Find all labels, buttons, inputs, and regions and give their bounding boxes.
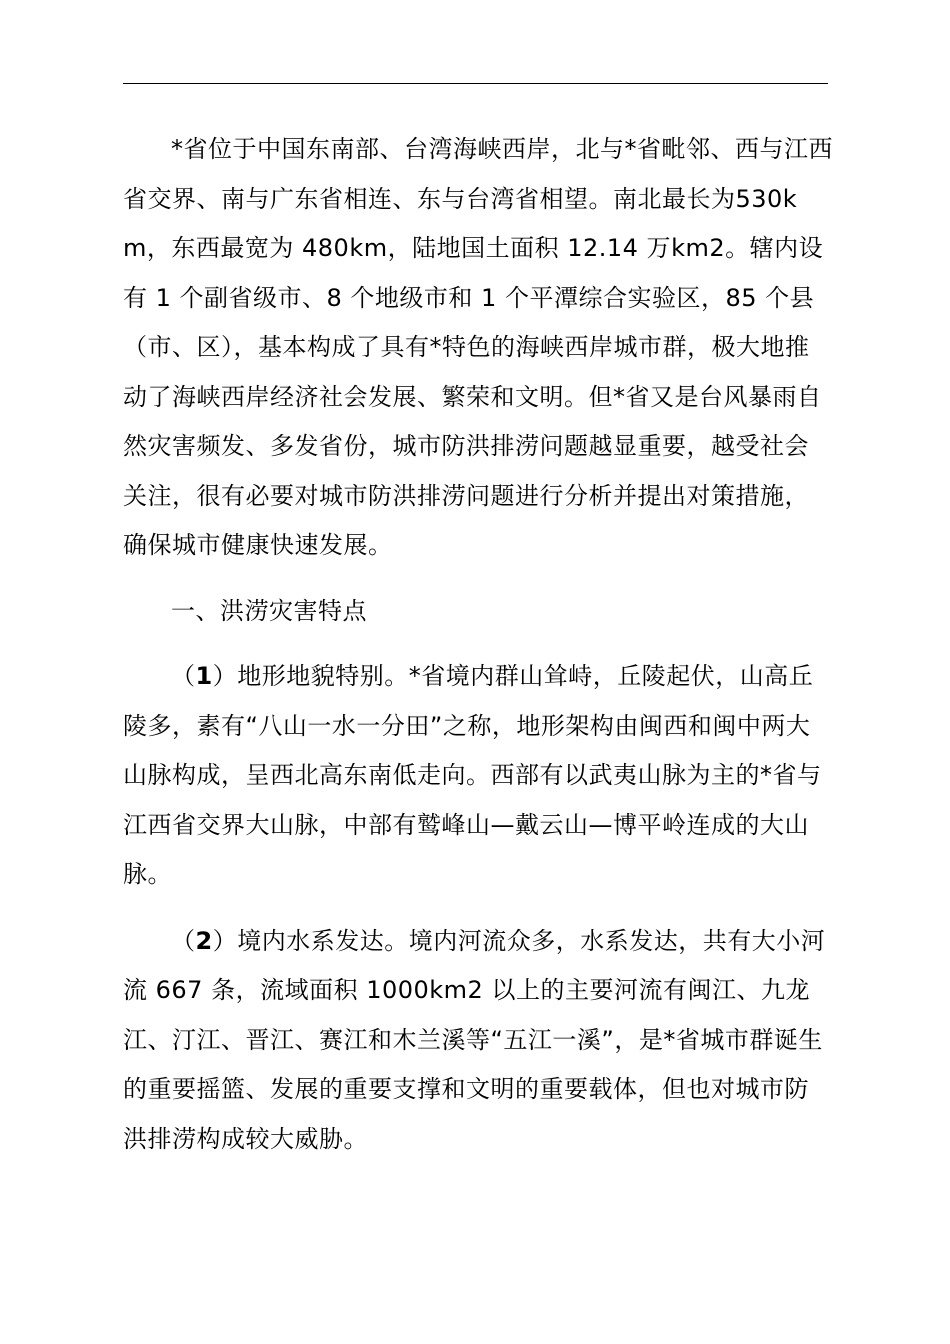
section-heading [123, 587, 833, 637]
text-line: 题越显重要，越受社会关注，很有必要对城市防洪排涝问题进 [123, 432, 809, 510]
item-number: 2 [195, 926, 213, 955]
terrain-paragraph [123, 652, 833, 900]
document-body [123, 125, 833, 1164]
item-open-paren: （ [171, 662, 196, 690]
item-open-paren: （ [171, 926, 196, 955]
text-line: 地形地貌特别。*省境内群山耸峙，丘陵起伏，山高 [237, 662, 789, 690]
text-line: 城市群，极大地推动了海峡西岸经济社会发展、繁荣和文明。 [123, 333, 810, 411]
text-line: 江西省交界、南与广东省相连、东与台湾省相望。南北最长为 [123, 135, 833, 213]
text-line: 群诞生的重要摇篮、发展的重要支撑和文明的重要载体，但也 [123, 1025, 823, 1103]
text-line: 两大山脉构成，呈西北高东南低走向。西部有以武夷山脉为主 [123, 711, 811, 789]
item-close-paren: ） [212, 926, 238, 955]
text-line: 行分析并提出对策措施，确保城市健康快速发展。 [123, 481, 809, 559]
text-line: 对城市防洪排涝构成较大威胁。 [123, 1075, 809, 1153]
text-line: km2。辖内设有 1 个副省级市、8 个地级市和 1 个平潭综合实 [123, 234, 824, 312]
item-close-paren: ） [212, 662, 238, 690]
text-line: 丘陵多，素有“八山一水一分田”之称，地形架构由闽西和闽中 [123, 662, 814, 740]
text-line: 境内水系发达。境内河流众多，水系发达，共有大 [237, 926, 777, 955]
heading-text: 一、洪涝灾害特点 [171, 596, 367, 625]
text-line: 小河流 667 条，流域面积 1000km2 以上的主要河流有闽江、 [123, 926, 826, 1004]
header-rule [123, 83, 828, 84]
text-line: 530km，东西最宽为 480km，陆地国土面积 12.14 万 [123, 184, 798, 262]
text-line: 验区，85 个县（市、区），基本构成了具有*特色的海峡西岸 [123, 283, 815, 361]
item-number: 1 [195, 662, 213, 690]
water-paragraph [123, 917, 833, 1165]
text-line: 九龙江、汀江、晋江、赛江和木兰溪等“五江一溪”，是*省城市 [123, 976, 810, 1054]
text-line: 的*省与江西省交界大山脉，中部有鹫峰山—戴云山—博平岭连 [123, 761, 822, 839]
text-line: *省位于中国东南部、台湾海峡西岸，北与*省毗邻、西与 [171, 135, 784, 163]
text-line: 但*省又是台风暴雨自然灾害频发、多发省份，城市防洪排涝问 [123, 382, 822, 460]
text-line: 成的大山脉。 [123, 810, 809, 888]
intro-paragraph [123, 125, 833, 571]
